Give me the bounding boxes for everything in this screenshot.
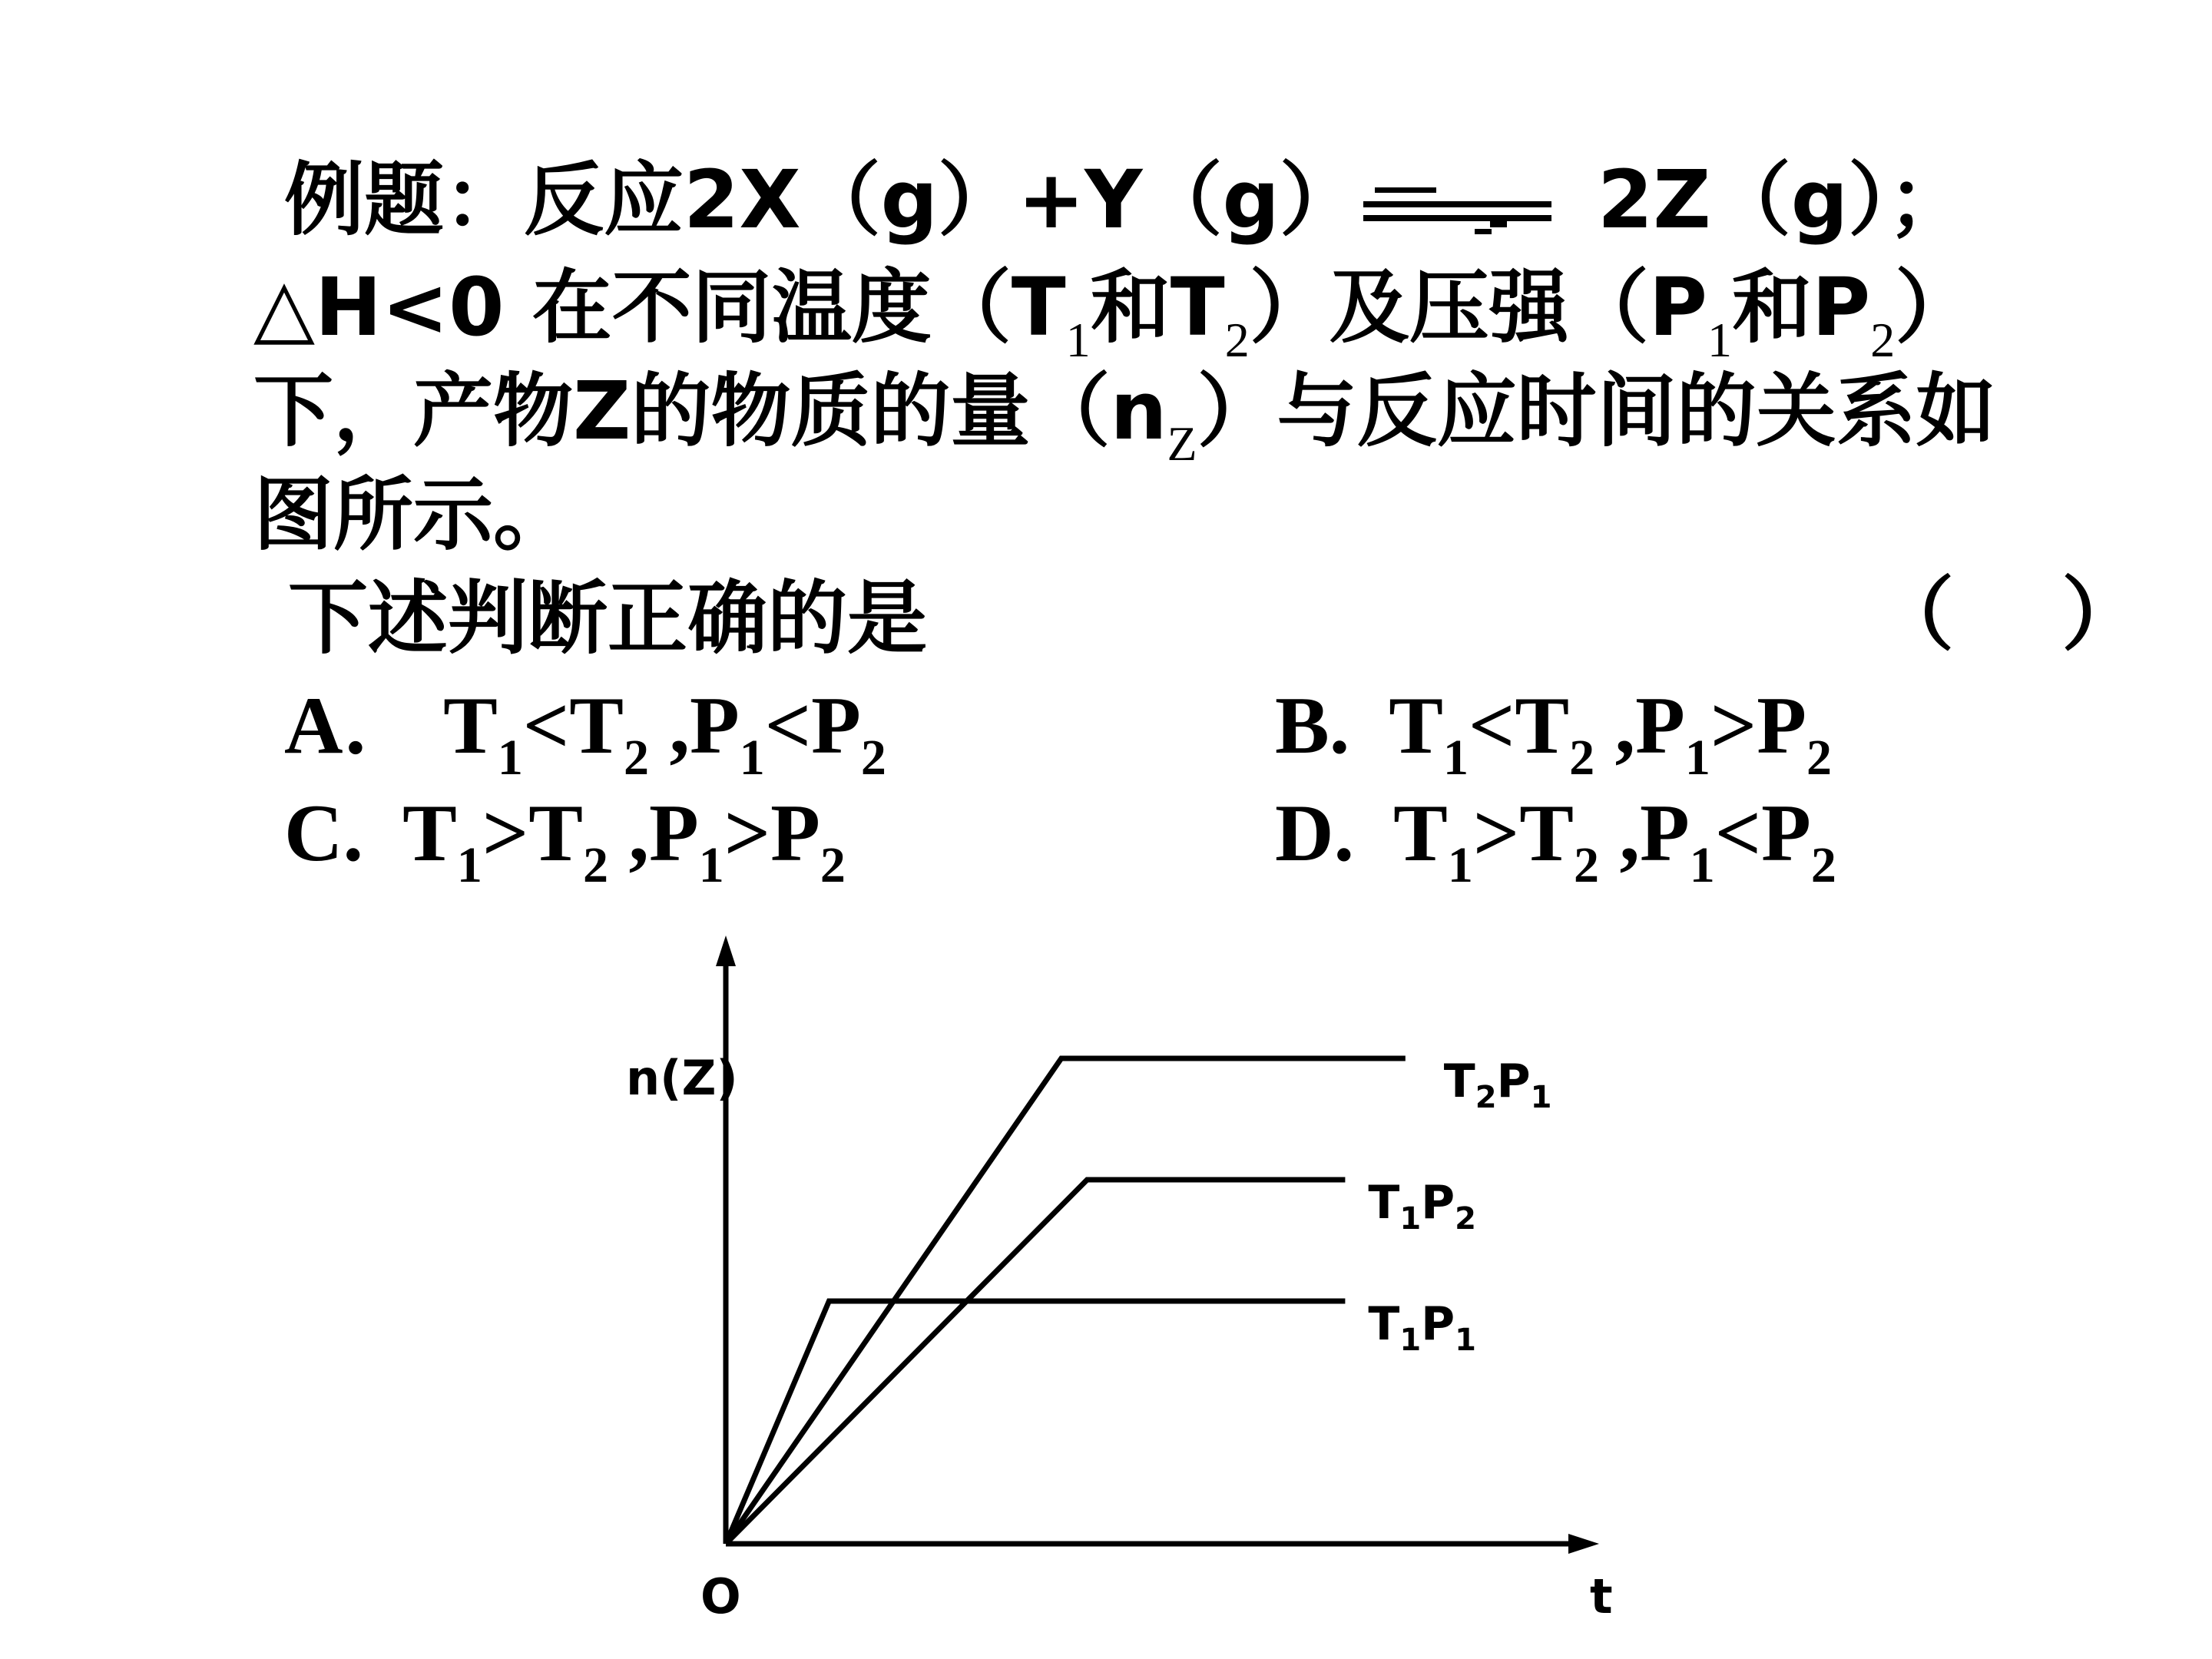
option-t: T	[1389, 680, 1443, 770]
option-t: T	[443, 680, 498, 770]
option-mid: ,P	[1598, 788, 1690, 878]
series-label-2: $T_1P_2$	[1368, 1176, 1477, 1237]
option-op: >T	[1472, 788, 1574, 878]
pressure-p2: P	[1811, 260, 1871, 354]
option-op: >T	[482, 788, 583, 878]
y-axis-label: n(Z)	[626, 1050, 738, 1106]
y-axis-arrow-icon	[716, 935, 736, 966]
temp-text: 在不同温度（	[531, 260, 1012, 354]
subscript: 2	[1224, 313, 1250, 367]
x-axis-label: t	[1590, 1568, 1613, 1624]
subscript: 2	[820, 837, 846, 893]
subscript: 2	[1810, 837, 1836, 893]
temp-t2: T	[1170, 260, 1225, 354]
and-text: 和	[1731, 260, 1812, 354]
subscript: 1	[698, 837, 724, 893]
series-line-3	[726, 1301, 1345, 1544]
option-op: <T	[1469, 680, 1570, 770]
reactant-y: +Y	[1018, 153, 1143, 247]
product-text: 下，产物	[253, 363, 574, 458]
series-label-3: $T_1P_1$	[1368, 1297, 1477, 1358]
option-letter: C.	[284, 788, 364, 878]
subscript: 1	[1443, 730, 1469, 786]
question-prefix: 例题：反应	[284, 152, 684, 247]
pressure-p1: P	[1648, 260, 1707, 354]
product-z: 2Z	[1597, 153, 1711, 247]
option-letter: A．	[284, 680, 425, 770]
subscript: 1	[1065, 313, 1091, 367]
option-op: >P	[1710, 680, 1807, 770]
option-op: >P	[724, 788, 820, 878]
amount-n: n	[1110, 364, 1167, 458]
series-line-2	[726, 1180, 1345, 1544]
and-text: 和	[1090, 260, 1171, 354]
close-paren: ）	[1895, 260, 1975, 354]
option-mid: ,P	[1594, 680, 1685, 770]
subscript: 1	[1684, 730, 1710, 786]
phase-g-1: （g）	[800, 153, 1018, 247]
option-op: <P	[1714, 788, 1811, 878]
subscript: 2	[1573, 837, 1599, 893]
series-label-1: $T_2P_1$	[1443, 1055, 1552, 1115]
semicolon: ；	[1888, 153, 1969, 247]
subscript: 1	[1447, 837, 1473, 893]
phase-g-3: （g）	[1710, 153, 1889, 247]
pressure-text: ）及压强（	[1249, 260, 1649, 354]
temp-t1: T	[1011, 260, 1066, 354]
figure-text: 图所示。	[253, 467, 574, 561]
option-mid: ,P	[608, 788, 699, 878]
phase-g-2: （g）	[1142, 153, 1359, 247]
subscript: 1	[456, 837, 482, 893]
subscript: 2	[1569, 730, 1595, 786]
delta-h: △H<0	[253, 260, 505, 354]
subscript: 1	[1689, 837, 1715, 893]
subscript: 2	[1806, 730, 1833, 786]
subscript: 2	[582, 837, 608, 893]
subscript: 2	[1870, 313, 1896, 367]
subscript: 2	[860, 730, 886, 786]
option-letter: B.	[1275, 680, 1350, 770]
x-axis-arrow-icon	[1568, 1534, 1599, 1554]
origin-label: O	[700, 1568, 741, 1624]
option-op: <T	[522, 680, 624, 770]
amount-text: 的物质的量（	[631, 363, 1111, 458]
subscript: 1	[1707, 313, 1732, 367]
answer-bracket: （ ）	[1874, 567, 2142, 661]
option-t: T	[1393, 788, 1448, 878]
option-t: T	[402, 788, 457, 878]
option-letter: D.	[1275, 788, 1355, 878]
reactant-x: 2X	[684, 153, 801, 247]
subscript: 2	[623, 730, 649, 786]
subscript: 1	[739, 730, 765, 786]
product-z-label: Z	[573, 364, 631, 458]
relation-text: ）与反应时间的关系如	[1197, 363, 1996, 458]
option-mid: ,P	[648, 680, 740, 770]
subscript: 1	[497, 730, 523, 786]
option-op: <P	[764, 680, 861, 770]
prompt-text: 下述判断正确的是	[288, 571, 928, 665]
subscript: Z	[1167, 416, 1197, 471]
